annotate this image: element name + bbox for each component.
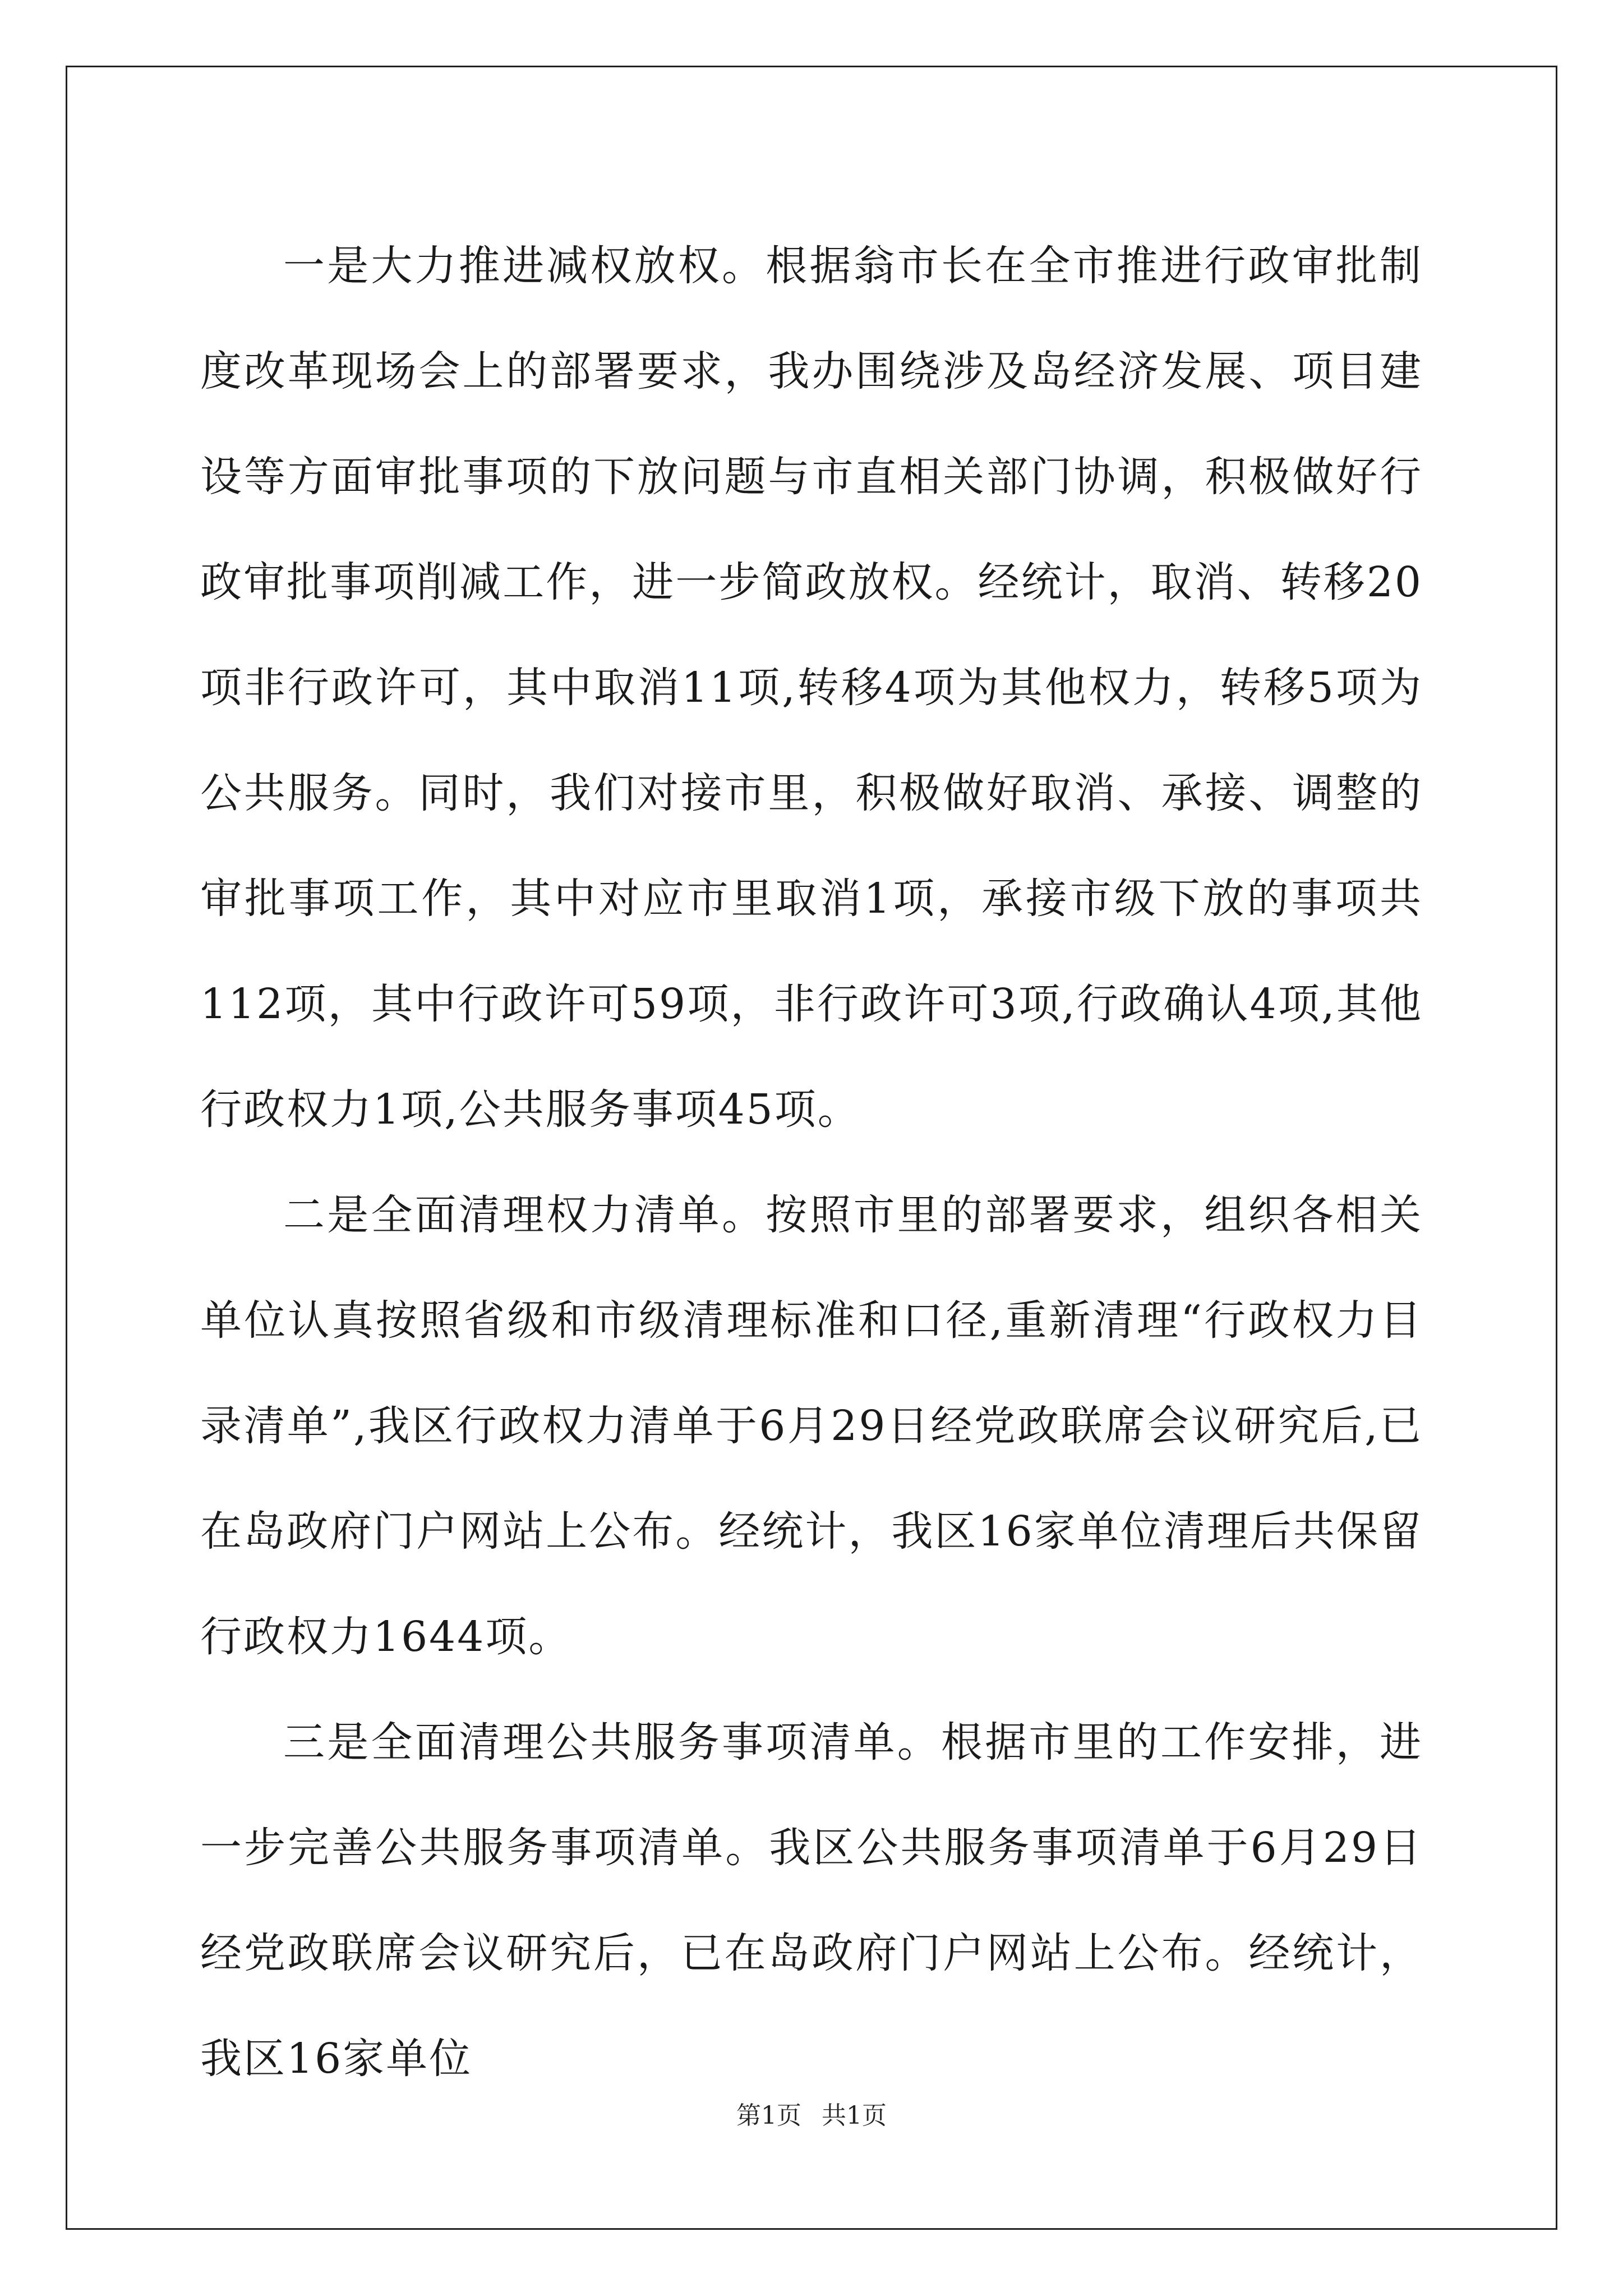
paragraph-2: 二是全面清理权力清单。按照市里的部署要求，组织各相关单位认真按照省级和市级清理标准和口径,重新清理“行政权力目录清单”,我区行政权力清单于6月29日经党政联席会议研究后,已在岛政府门户网站上公布。经统计，我区16家单位清理后共保留行政权力1644项。 [200, 1191, 1423, 1661]
page-footer [0, 2099, 1623, 2133]
document-body [200, 213, 1423, 2083]
page-total: 共1页 [822, 2101, 887, 2130]
paragraph-1: 一是大力推进减权放权。根据翁市长在全市推进行政审批制度改革现场会上的部署要求，我办围绕涉及岛经济发展、项目建设等方面审批事项的下放问题与市直相关部门协调，积极做好行政审批事项削减工作，进一步简政放权。经统计，取消、转移20项非行政许可，其中取消11项,转移4项为其他权力，转移5项为公共服务。同时，我们对接市里，积极做好取消、承接、调整的审批事项工作，其中对应市里取消1项，承接市级下放的事项共112项，其中行政许可59项，非行政许可3项,行政确认4项,其他行政权力1项,公共服务事项45项。 [200, 242, 1423, 1134]
paragraph-3: 三是全面清理公共服务事项清单。根据市里的工作安排，进一步完善公共服务事项清单。我区公共服务事项清单于6月29日经党政联席会议研究后，已在岛政府门户网站上公布。经统计，我区16家单位 [200, 1718, 1423, 2083]
page-number: 第1页 [736, 2101, 801, 2130]
